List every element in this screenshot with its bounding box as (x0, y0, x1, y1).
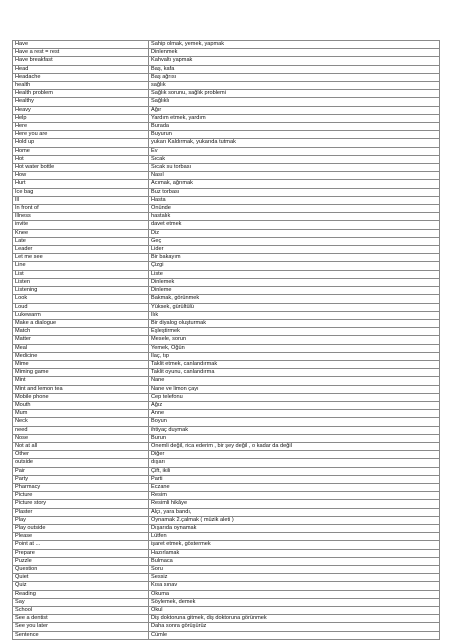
table-row (13, 360, 440, 368)
turkish-translation-cell: Sağlık sorunu, sağlık problemi (149, 90, 440, 98)
table-row (13, 500, 440, 508)
turkish-translation-cell: Taklit etmek, canlandırmak (149, 360, 440, 368)
english-term-cell: health (13, 82, 149, 90)
english-term-cell: Healthy (13, 98, 149, 106)
table-row (13, 598, 440, 606)
table-row (13, 131, 440, 139)
table-row (13, 451, 440, 459)
english-term-cell: Mime (13, 360, 149, 368)
english-term-cell: Listening (13, 287, 149, 295)
english-term-cell: Point at ... (13, 541, 149, 549)
english-term-cell: Mobile phone (13, 393, 149, 401)
english-term-cell: Let me see (13, 254, 149, 262)
turkish-translation-cell: Yemek, Öğün (149, 344, 440, 352)
english-term-cell: Have a rest = rest (13, 49, 149, 57)
english-term-cell: Listen (13, 278, 149, 286)
turkish-translation-cell: Cep telefonu (149, 393, 440, 401)
turkish-translation-cell: işaret etmek, göstermek (149, 541, 440, 549)
table-row (13, 475, 440, 483)
turkish-translation-cell: Nane (149, 377, 440, 385)
turkish-translation-cell: Nasıl (149, 172, 440, 180)
english-term-cell: See you later (13, 623, 149, 631)
english-term-cell: Make a dialogue (13, 319, 149, 327)
english-term-cell: Leader (13, 246, 149, 254)
turkish-translation-cell: Sağlıklı (149, 98, 440, 106)
english-term-cell: need (13, 426, 149, 434)
table-row (13, 114, 440, 122)
english-term-cell: Mint (13, 377, 149, 385)
english-term-cell: Have (13, 41, 149, 49)
turkish-translation-cell: Baş ağrısı (149, 73, 440, 81)
english-term-cell: Pharmacy (13, 483, 149, 491)
english-term-cell: Heavy (13, 106, 149, 114)
table-row (13, 246, 440, 254)
english-term-cell: Ill (13, 196, 149, 204)
table-row (13, 533, 440, 541)
turkish-translation-cell: Buyurun (149, 131, 440, 139)
english-term-cell: Lukewarm (13, 311, 149, 319)
turkish-translation-cell: Söylemek, demek (149, 598, 440, 606)
english-term-cell: Picture story (13, 500, 149, 508)
table-row (13, 123, 440, 131)
table-row (13, 254, 440, 262)
turkish-translation-cell: Mesele, sorun (149, 336, 440, 344)
turkish-translation-cell: Acımak, ağrımak (149, 180, 440, 188)
english-term-cell: Play (13, 516, 149, 524)
table-row (13, 557, 440, 565)
english-term-cell: Look (13, 295, 149, 303)
turkish-translation-cell: Ev (149, 147, 440, 155)
table-row (13, 90, 440, 98)
turkish-translation-cell: sağlık (149, 82, 440, 90)
table-row (13, 369, 440, 377)
table-row (13, 188, 440, 196)
table-row (13, 98, 440, 106)
english-term-cell: Late (13, 237, 149, 245)
table-row (13, 73, 440, 81)
turkish-translation-cell: Daha sonra görüşürüz (149, 623, 440, 631)
turkish-translation-cell: Cümle (149, 631, 440, 639)
english-term-cell: Party (13, 475, 149, 483)
turkish-translation-cell: Okul (149, 607, 440, 615)
english-term-cell: Line (13, 262, 149, 270)
turkish-translation-cell: Resim (149, 492, 440, 500)
english-term-cell: Neck (13, 418, 149, 426)
english-term-cell: Ice bag (13, 188, 149, 196)
table-row (13, 492, 440, 500)
english-term-cell: Miming game (13, 369, 149, 377)
turkish-translation-cell: Ağız (149, 401, 440, 409)
turkish-translation-cell: Ilık (149, 311, 440, 319)
turkish-translation-cell: Bir bakayım (149, 254, 440, 262)
turkish-translation-cell: Dinlemek (149, 278, 440, 286)
table-row (13, 615, 440, 623)
table-row (13, 631, 440, 639)
turkish-translation-cell: Eczane (149, 483, 440, 491)
turkish-translation-cell: Bakmak, görünmek (149, 295, 440, 303)
turkish-translation-cell: hastalık (149, 213, 440, 221)
table-row (13, 229, 440, 237)
turkish-translation-cell: Bulmaca (149, 557, 440, 565)
table-row (13, 172, 440, 180)
table-row (13, 262, 440, 270)
english-term-cell: Reading (13, 590, 149, 598)
turkish-translation-cell: Sıcak su torbası (149, 164, 440, 172)
table-row (13, 524, 440, 532)
turkish-translation-cell: Kahvaltı yapmak (149, 57, 440, 65)
turkish-translation-cell: Dinleme (149, 287, 440, 295)
english-term-cell: Plaster (13, 508, 149, 516)
turkish-translation-cell: Önemli değil, rica ederim , bir şey değil , o kadar da değil (149, 442, 440, 450)
turkish-translation-cell: Sahip olmak, yemek, yapmak (149, 41, 440, 49)
turkish-translation-cell: Önünde (149, 205, 440, 213)
table-row (13, 319, 440, 327)
table-row (13, 196, 440, 204)
english-term-cell: See a dentist (13, 615, 149, 623)
table-row (13, 147, 440, 155)
english-term-cell: Medicine (13, 352, 149, 360)
english-term-cell: Matter (13, 336, 149, 344)
turkish-translation-cell: Burun (149, 434, 440, 442)
table-row (13, 213, 440, 221)
turkish-translation-cell: dışarı (149, 459, 440, 467)
english-term-cell: Prepare (13, 549, 149, 557)
turkish-translation-cell: Çizgi (149, 262, 440, 270)
table-row (13, 139, 440, 147)
vocabulary-table (12, 40, 440, 640)
english-term-cell: Pair (13, 467, 149, 475)
table-row (13, 385, 440, 393)
turkish-translation-cell: davet etmek (149, 221, 440, 229)
table-row (13, 57, 440, 65)
vocabulary-table-body (13, 41, 440, 640)
english-term-cell: Hot water bottle (13, 164, 149, 172)
table-row (13, 180, 440, 188)
table-row (13, 328, 440, 336)
turkish-translation-cell: Diş doktoruna gitmek, diş doktoruna görünmek (149, 615, 440, 623)
table-row (13, 41, 440, 49)
turkish-translation-cell: Bir diyalog oluşturmak (149, 319, 440, 327)
turkish-translation-cell: Diğer (149, 451, 440, 459)
turkish-translation-cell: yukarı Kaldırmak, yukarıda tutmak (149, 139, 440, 147)
turkish-translation-cell: Lider (149, 246, 440, 254)
turkish-translation-cell: Dinlenmek (149, 49, 440, 57)
english-term-cell: Please (13, 533, 149, 541)
table-row (13, 590, 440, 598)
turkish-translation-cell: Liste (149, 270, 440, 278)
turkish-translation-cell: Hasta (149, 196, 440, 204)
english-term-cell: Question (13, 566, 149, 574)
turkish-translation-cell: Resimli hikâye (149, 500, 440, 508)
english-term-cell: School (13, 607, 149, 615)
english-term-cell: Quiz (13, 582, 149, 590)
table-row (13, 336, 440, 344)
table-row (13, 442, 440, 450)
english-term-cell: Head (13, 65, 149, 73)
turkish-translation-cell: Buz torbası (149, 188, 440, 196)
english-term-cell: Picture (13, 492, 149, 500)
turkish-translation-cell: Diz (149, 229, 440, 237)
turkish-translation-cell: Alçı, yara bandı, (149, 508, 440, 516)
table-row (13, 270, 440, 278)
english-term-cell: Health problem (13, 90, 149, 98)
turkish-translation-cell: Eşleştirmek (149, 328, 440, 336)
table-row (13, 303, 440, 311)
english-term-cell: Say (13, 598, 149, 606)
turkish-translation-cell: Baş, kafa (149, 65, 440, 73)
english-term-cell: Have breakfast (13, 57, 149, 65)
english-term-cell: In front of (13, 205, 149, 213)
table-row (13, 311, 440, 319)
turkish-translation-cell: Sıcak (149, 155, 440, 163)
english-term-cell: Home (13, 147, 149, 155)
table-row (13, 82, 440, 90)
english-term-cell: Hot (13, 155, 149, 163)
turkish-translation-cell: Yüksek, gürültülü (149, 303, 440, 311)
english-term-cell: outside (13, 459, 149, 467)
turkish-translation-cell: Parti (149, 475, 440, 483)
turkish-translation-cell: İlaç, tıp (149, 352, 440, 360)
turkish-translation-cell: Çift, ikili (149, 467, 440, 475)
table-row (13, 426, 440, 434)
english-term-cell: List (13, 270, 149, 278)
english-term-cell: Knee (13, 229, 149, 237)
turkish-translation-cell: Okuma (149, 590, 440, 598)
table-row (13, 49, 440, 57)
table-row (13, 508, 440, 516)
table-row (13, 582, 440, 590)
table-row (13, 65, 440, 73)
table-row (13, 574, 440, 582)
table-row (13, 278, 440, 286)
english-term-cell: Sentence (13, 631, 149, 639)
english-term-cell: Illness (13, 213, 149, 221)
table-row (13, 418, 440, 426)
english-term-cell: invite (13, 221, 149, 229)
english-term-cell: Here you are (13, 131, 149, 139)
english-term-cell: Puzzle (13, 557, 149, 565)
turkish-translation-cell: Nane ve limon çayı (149, 385, 440, 393)
english-term-cell: Play outside (13, 524, 149, 532)
turkish-translation-cell: Kısa sınav (149, 582, 440, 590)
table-row (13, 459, 440, 467)
table-row (13, 541, 440, 549)
table-row (13, 566, 440, 574)
turkish-translation-cell: Soru (149, 566, 440, 574)
table-row (13, 352, 440, 360)
table-row (13, 623, 440, 631)
table-row (13, 434, 440, 442)
english-term-cell: Mum (13, 410, 149, 418)
table-row (13, 410, 440, 418)
turkish-translation-cell: Sessiz (149, 574, 440, 582)
table-row (13, 549, 440, 557)
turkish-translation-cell: Yardım etmek, yardım (149, 114, 440, 122)
english-term-cell: Other (13, 451, 149, 459)
english-term-cell: Quiet (13, 574, 149, 582)
english-term-cell: Hold up (13, 139, 149, 147)
english-term-cell: Nose (13, 434, 149, 442)
table-row (13, 393, 440, 401)
table-row (13, 401, 440, 409)
english-term-cell: Here (13, 123, 149, 131)
turkish-translation-cell: Taklit oyunu, canlandırma (149, 369, 440, 377)
english-term-cell: Headache (13, 73, 149, 81)
table-row (13, 467, 440, 475)
turkish-translation-cell: Oynamak 2.çalmak ( müzik aleti ) (149, 516, 440, 524)
english-term-cell: Match (13, 328, 149, 336)
english-term-cell: How (13, 172, 149, 180)
table-row (13, 344, 440, 352)
english-term-cell: Mouth (13, 401, 149, 409)
table-row (13, 287, 440, 295)
turkish-translation-cell: Dışarıda oynamak (149, 524, 440, 532)
table-row (13, 205, 440, 213)
turkish-translation-cell: Geç (149, 237, 440, 245)
english-term-cell: Loud (13, 303, 149, 311)
english-term-cell: Not at all (13, 442, 149, 450)
english-term-cell: Hurt (13, 180, 149, 188)
english-term-cell: Meal (13, 344, 149, 352)
table-row (13, 516, 440, 524)
table-row (13, 295, 440, 303)
turkish-translation-cell: Lütfen (149, 533, 440, 541)
table-row (13, 237, 440, 245)
turkish-translation-cell: Burada (149, 123, 440, 131)
turkish-translation-cell: Anne (149, 410, 440, 418)
english-term-cell: Help (13, 114, 149, 122)
table-row (13, 155, 440, 163)
table-row (13, 106, 440, 114)
turkish-translation-cell: Hazırlamak (149, 549, 440, 557)
table-row (13, 164, 440, 172)
table-row (13, 483, 440, 491)
english-term-cell: Mint and lemon tea (13, 385, 149, 393)
turkish-translation-cell: Boyun (149, 418, 440, 426)
turkish-translation-cell: Ağır (149, 106, 440, 114)
table-row (13, 377, 440, 385)
table-row (13, 607, 440, 615)
turkish-translation-cell: ihtiyaç duymak (149, 426, 440, 434)
table-row (13, 221, 440, 229)
